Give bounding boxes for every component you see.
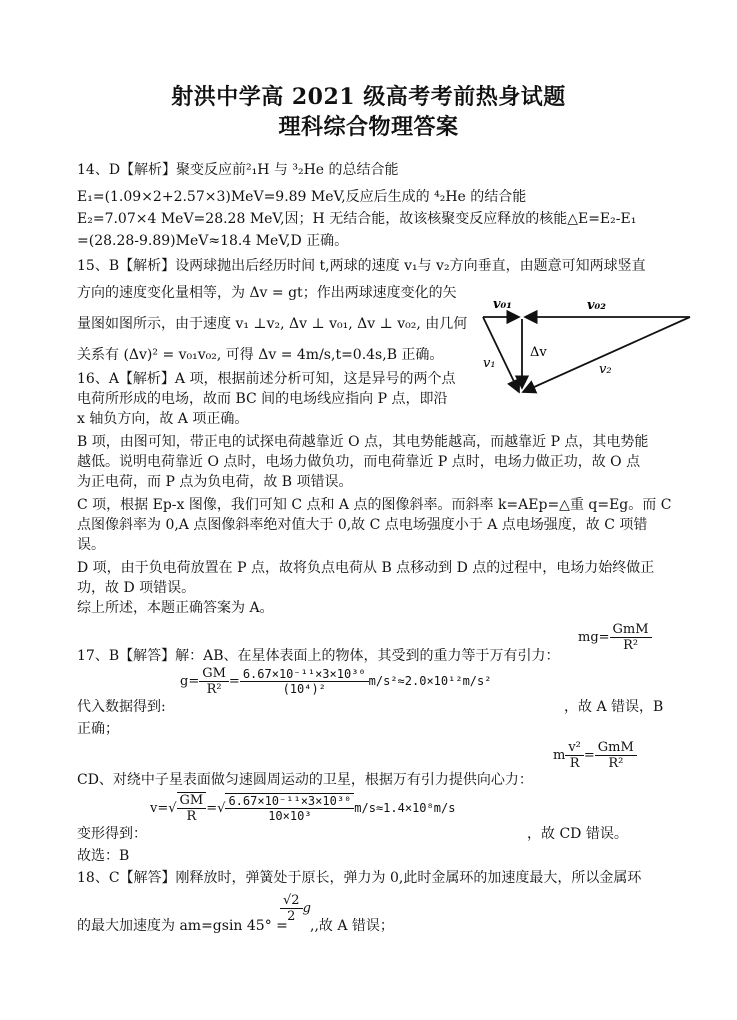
q14-line-2: E₁=(1.09×2+2.57×3)MeV=9.89 MeV,反应后生成的 ⁴₂He 的结合能 — [77, 189, 527, 205]
q17-line-4: CD、对绕中子星表面做匀速圆周运动的卫星，根据万有引力提供向心力： — [77, 772, 533, 788]
q17-line-6: 故选：B — [77, 848, 130, 864]
formula-max-acceleration: $\frac{√2}{2}$ g — [280, 893, 311, 924]
q14-line-3: E₂=7.07×4 MeV=28.28 MeV,因；H 无结合能，故该核聚变反应释放的核能△E=E₂-E₁ — [77, 211, 637, 227]
label-v1: v₁ — [483, 356, 496, 371]
q14-line-4: =(28.28-9.89)MeV≈18.4 MeV,D 正确。 — [77, 233, 349, 249]
formula-g-value: g= $\frac{GM}{\text{R²}}$ = $\frac{\text{6.67×10⁻¹¹×3×10³⁰}}{\text{(10⁴)²}}$ m/s²≈2.0×10¹²m/s² — [180, 666, 492, 697]
q15-line-4: 关系有 (Δv)² = v₀₁v₀₂, 可得 Δv = 4m/s,t=0.4s,B 正确。 — [77, 347, 444, 363]
q14-line-1: 14、D【解析】聚变反应前²₁H 与 ³₂He 的总结合能 — [77, 162, 399, 178]
label-v02: v₀₂ — [587, 298, 606, 313]
velocity-vector-diagram — [475, 292, 700, 404]
q15-line-2: 方向的速度变化量相等，为 Δv = gt；作出两球速度变化的矢 — [77, 285, 457, 301]
q16-line-4: B 项，由图可知，带正电的试探电荷越靠近 O 点，其电势能越高，而越靠近 P 点，其电势能 — [77, 434, 649, 450]
q15-line-3: 量图如图所示，由于速度 v₁ ⊥v₂, Δv ⊥ v₀₁, Δv ⊥ v₀₂, 由几何 — [77, 316, 468, 332]
q16-line-8: 点图像斜率为 0,A 点图像斜率绝对值大于 0,故 C 点电场强度小于 A 点电场强度，故 C 项错 — [77, 517, 648, 533]
q16-line-12: 综上所述，本题正确答案为 A。 — [77, 600, 274, 616]
formula-gravity: mg= $\frac{\text{GmM}}{\text{R²}}$ — [578, 622, 652, 653]
q17-line-5-label: 变形得到： — [77, 826, 147, 842]
q17-line-2-end: ，故 A 错误，B — [564, 699, 664, 715]
formula-centripetal: m $\frac{\text{v²}}{R}$ = $\frac{\text{GmM}}{\text{R²}}$ — [553, 740, 637, 771]
q18-line-2-end: ,,故 A 错误； — [310, 918, 394, 934]
q17-line-2-label: 代入数据得到: — [77, 699, 166, 715]
q18-line-1: 18、C【解答】刚释放时，弹簧处于原长，弹力为 0,此时金属环的加速度最大，所以金属环 — [77, 870, 642, 886]
q16-line-2: 电荷所形成的电场，故而 BC 间的电场线应指向 P 点，即沿 — [77, 391, 448, 407]
v1-arrow — [483, 317, 519, 392]
v2-arrow — [523, 317, 690, 392]
formula-v-value: v=√ $\frac{GM}{R}$ =√ $\frac{\text{6.67×10⁻¹¹×3×10³⁰}}{\text{10×10³}}$ m/s≈1.4×10⁸m/s — [150, 793, 456, 824]
q17-line-5-end: ，故 CD 错误。 — [527, 826, 628, 842]
label-v01: v₀₁ — [493, 297, 512, 312]
q16-line-11: 功，故 D 项错误。 — [77, 580, 196, 596]
q16-line-6: 为正电荷，而 P 点为负电荷，故 B 项错误。 — [77, 474, 353, 490]
document-subtitle: 理科综合物理答案 — [278, 114, 459, 140]
q15-line-1: 15、B【解析】设两球抛出后经历时间 t,两球的速度 v₁与 v₂方向垂直，由题意可知两球竖直 — [77, 258, 646, 274]
q16-line-7: C 项，根据 Ep-x 图像，我们可知 C 点和 A 点的图像斜率。而斜率 k=AEp=△重 q=Eg。而 C — [77, 497, 672, 513]
q17-line-1: 17、B【解答】解：AB、在星体表面上的物体，其受到的重力等于万有引力： — [77, 648, 560, 664]
q18-line-2: 的最大加速度为 am=gsin 45° = — [77, 918, 288, 934]
q16-line-9: 误。 — [77, 537, 105, 553]
q16-line-10: D 项，由于负电荷放置在 P 点，故将负点电荷从 B 点移动到 D 点的过程中，电场力始终做正 — [77, 560, 655, 576]
q16-line-1: 16、A【解析】A 项，根据前述分析可知，这是异号的两个点 — [77, 371, 456, 387]
label-v2: v₂ — [599, 362, 612, 377]
label-dv: Δv — [530, 345, 547, 360]
document-title: 射洪中学高 2021 级高考考前热身试题 — [171, 84, 566, 110]
q17-line-3: 正确； — [77, 721, 119, 737]
q16-line-5: 越低。说明电荷靠近 O 点时，电场力做负功，而电荷靠近 P 点时，电场力做正功，故 O 点 — [77, 454, 641, 470]
q16-line-3: x 轴负方向，故 A 项正确。 — [77, 411, 249, 427]
